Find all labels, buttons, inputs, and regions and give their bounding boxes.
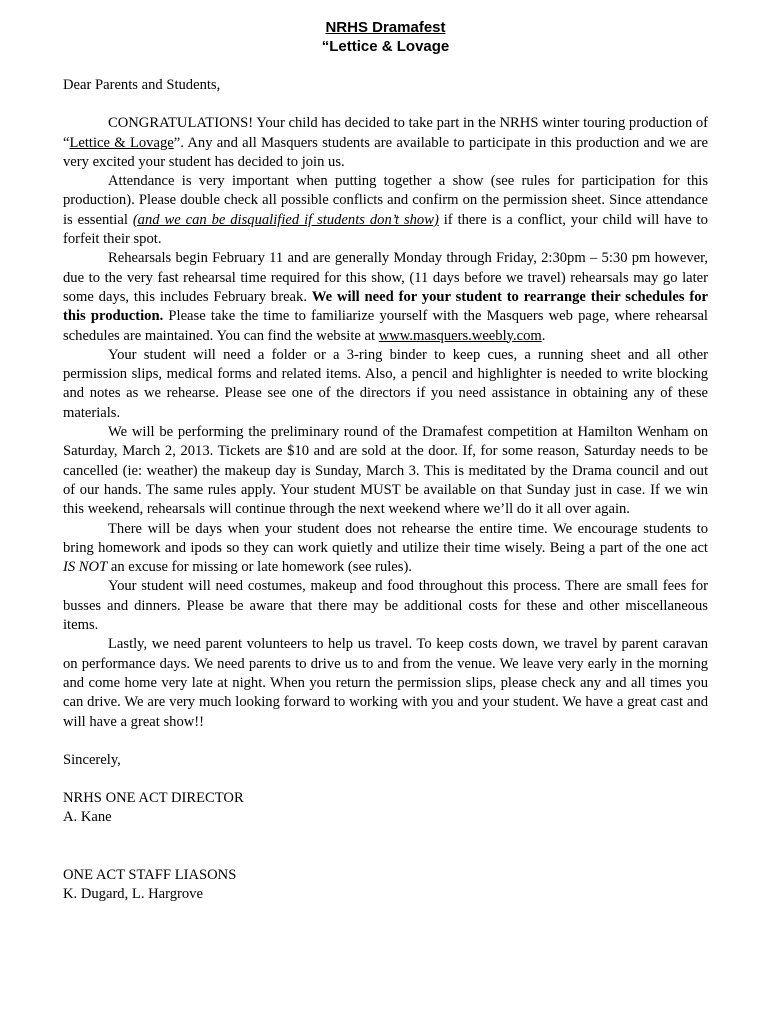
emphasis-is-not: IS NOT [63, 559, 108, 576]
letter-page [63, 18, 708, 904]
director-role: NRHS ONE ACT DIRECTOR [63, 790, 244, 807]
paragraph-text: Attendance is very important when putting together a show (see rules for participation for this production). Please double check all possible conflicts and confirm on the permission sheet. Since attendance is essential [63, 173, 708, 228]
paragraph-homework [63, 520, 708, 578]
paragraph-text: . [541, 327, 546, 344]
paragraph-text: Please take the time to familiarize yourself with the Masquers web page, where rehearsal schedules are maintained. You can find the website at [63, 308, 708, 344]
paragraph-text: if there is a conflict, your child will have to forfeit their spot. [63, 211, 708, 248]
paragraph-materials: Your student will need a folder or a 3-ring binder to keep cues, a running sheet and all other permission slips, medical forms and related items. Also, a pencil and highlighter is needed to write blocking and notes as we rehearse. Please see one of the directors if you need assistance in obtaining any of these materials. [63, 346, 708, 421]
letter-header [63, 18, 708, 56]
paragraph-competition: We will be performing the preliminary round of the Dramafest competition at Hamilton Wenham on Saturday, March 2, 2013. Tickets are $10 and are sold at the door. If, for some reason, Saturday needs to be cancelled (ie: weather) the makeup day is Sunday, March 3. This is meditated by the Drama council and out of our hands. The same rules apply. Your student MUST be available on that Sunday just in case. If we win this weekend, rehearsals will continue through the next weekend where we’ll do it all over again. [63, 424, 708, 518]
paragraph-text: ”. Any and all Masquers students are available to participate in this production and we are very excited your student has decided to join us. [63, 134, 709, 170]
page-title: NRHS Dramafest [325, 19, 446, 36]
disqualification-note: (and we can be disqualified if students don’t show) [132, 211, 439, 228]
paragraph-attendance [63, 172, 708, 249]
staff-names: K. Dugard, L. Hargrove [63, 885, 203, 902]
paragraph-congratulations [63, 114, 708, 172]
closing: Sincerely, [63, 751, 121, 768]
page-subtitle: “Lettice & Lovage [321, 38, 450, 55]
website-link[interactable]: www.masquers.weebly.com [378, 327, 542, 344]
staff-signature [63, 866, 708, 905]
paragraph-costs: Your student will need costumes, makeup and food throughout this process. There are small fees for busses and dinners. Please be aware that there may be additional costs for these and other miscellaneous items. [63, 578, 708, 634]
director-name: A. Kane [63, 809, 112, 826]
paragraph-volunteers: Lastly, we need parent volunteers to help us travel. To keep costs down, we travel by parent caravan on performance days. We need parents to drive us to and from the venue. We leave very early in the morning and come home very late at night. When you return the permission slips, please check any and all times you can drive. We are very much looking forward to working with you and your student. We have a great cast and will have a great show!! [63, 636, 708, 730]
letter-body [63, 114, 708, 732]
staff-role: ONE ACT STAFF LIASONS [63, 866, 237, 883]
paragraph-text: CONGRATULATIONS! Your child has decided to take part in the NRHS winter touring production of “ [63, 115, 708, 151]
director-signature [63, 789, 708, 828]
paragraph-text: There will be days when your student does not rehearse the entire time. We encourage students to bring homework and ipods so they can work quietly and utilize their time wisely. Being a part of the one act [63, 520, 708, 556]
paragraph-text: Rehearsals begin February 11 and are generally Monday through Friday, 2:30pm – 5:30 pm however, due to the very fast rehearsal time required for this show, (11 days before we travel) rehearsals may go later some days, this includes February break. [63, 250, 708, 305]
paragraph-text: an excuse for missing or late homework (see rules). [107, 559, 412, 576]
production-title: Lettice & Lovage [69, 134, 174, 151]
paragraph-rehearsals [63, 249, 708, 345]
greeting: Dear Parents and Students, [63, 77, 221, 93]
schedule-notice: We will need for your student to rearrange their schedules for this production. [63, 288, 708, 325]
